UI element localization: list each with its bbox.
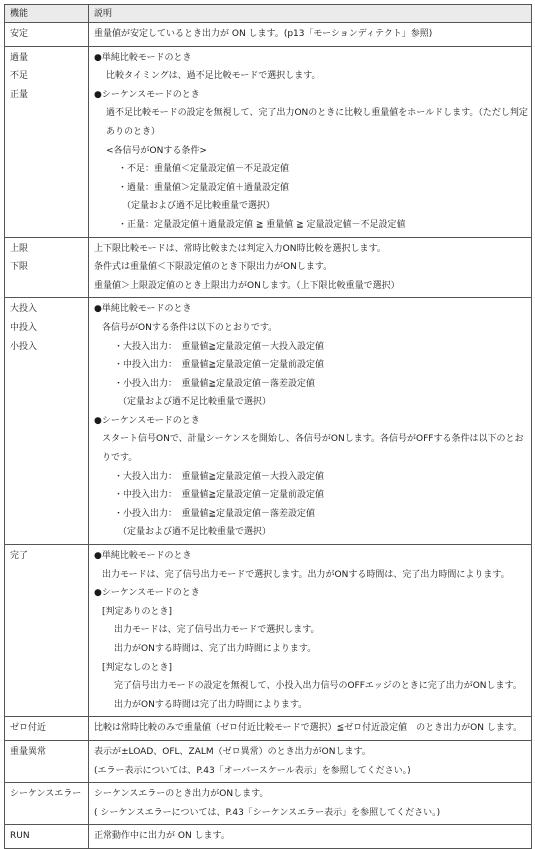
- description-line: ・大投入出力： 重量値≧定量設定値－大投入設定値: [114, 341, 325, 352]
- description-cell: [89, 46, 532, 237]
- table-row: [5, 825, 532, 849]
- description-line: 完了信号出力モードの設定を無視して、小投入出力信号のOFFエッジのときに完了出力がONします。出力がONする時間は完了出力時間によります。: [114, 681, 522, 710]
- function-name: RUN: [10, 831, 30, 842]
- description-cell: [89, 298, 532, 545]
- description-line: 正常動作中に出力が ON します。: [94, 831, 230, 842]
- description-line: [判定ありのとき]: [102, 606, 173, 617]
- description-line: 過不足比較モードの設定を無視して、完了出力ONのときに比較し重量値をホールドします。（ただし判定ありのとき）: [106, 108, 528, 137]
- header-description: 説明: [89, 5, 532, 23]
- function-name: 完了: [10, 551, 29, 562]
- description-line: 出力モードは、完了信号出力モードで選択します。出力がONする時間は、完了出力時間によります。: [102, 569, 510, 580]
- description-line: スタート信号ONで、計量シーケンスを開始し、各信号がONします。各信号がOFFする条件は以下のとおりです。: [102, 434, 524, 464]
- table-header-row: [5, 5, 532, 23]
- function-name: シーケンスエラー: [10, 789, 82, 800]
- description-cell: [89, 237, 532, 298]
- description-line: 条件式は重量値＜下限設定値のとき下限出力がONします。: [94, 262, 333, 273]
- description-line: 出力モードは、完了信号出力モードで選択します。: [114, 625, 320, 636]
- function-description-table: [4, 4, 532, 849]
- description-line: ●シーケンスモードのとき: [94, 415, 200, 426]
- function-name-cell: [5, 783, 89, 825]
- description-line: ( シーケンスエラーについては、P.43「シーケンスエラー表示」を参照してください。): [94, 807, 441, 818]
- table-row: [5, 783, 532, 825]
- table-row: [5, 545, 532, 717]
- function-name: 下限: [10, 262, 29, 273]
- description-line: ・正量：定量設定値＋過量設定値 ≧ 重量値 ≧ 定量設定値－不足設定値: [118, 219, 406, 230]
- description-cell: [89, 825, 532, 849]
- description-line: シーケンスエラーのとき出力がONします。: [94, 789, 269, 800]
- description-line: ・不足：重量値＜定量設定値－不足設定値: [118, 164, 290, 175]
- table-body: [5, 23, 532, 849]
- description-line: （定量および過不足比較重量で選択）: [118, 397, 272, 408]
- description-line: (エラー表示については、P.43「オーバースケール表示」を参照してください。): [94, 765, 411, 776]
- description-line: ・小投入出力： 重量値≧定量設定値－落差設定値: [114, 378, 316, 389]
- description-line: ・過量：重量値＞定量設定値＋過量設定値: [118, 182, 290, 193]
- function-name: 安定: [10, 29, 29, 39]
- table-row: [5, 237, 532, 298]
- description-cell: [89, 783, 532, 825]
- table-row: [5, 298, 532, 545]
- description-line: （定量および過不足比較重量で選択）: [122, 201, 276, 212]
- description-line: 比較は常時比較のみで重量値（ゼロ付近比較モードで選択）≦ゼロ付近設定値 のとき出力がON します。: [94, 723, 523, 734]
- function-name: ゼロ付近: [10, 723, 47, 734]
- function-name: 中投入: [10, 322, 38, 333]
- description-line: ●シーケンスモードのとき: [94, 588, 200, 599]
- function-name: 上限: [10, 243, 29, 254]
- description-line: ・中投入出力： 重量値≧定量設定値－定量前設定値: [114, 360, 325, 371]
- function-name: 小投入: [10, 341, 38, 352]
- description-line: 重量値が安定しているとき出力が ON します。(p13「モーションディテクト」参照): [94, 29, 433, 39]
- function-name-cell: [5, 46, 89, 237]
- function-name: 過量: [10, 52, 29, 63]
- description-line: ●単純比較モードのとき: [94, 52, 192, 63]
- description-line: （定量および過不足比較重量で選択）: [118, 527, 272, 538]
- function-name: 大投入: [10, 304, 38, 315]
- function-name-cell: [5, 545, 89, 717]
- function-name-cell: [5, 237, 89, 298]
- function-name-cell: [5, 717, 89, 741]
- description-line: 重量値＞上限設定値のとき上限出力がONします。（上下限比較重量で選択）: [94, 280, 400, 291]
- function-name-cell: [5, 23, 89, 47]
- description-line: <各信号がONする条件>: [106, 145, 207, 156]
- function-name: 不足: [10, 71, 29, 82]
- description-line: [判定なしのとき]: [102, 662, 173, 673]
- description-line: ●単純比較モードのとき: [94, 551, 192, 562]
- description-line: 表示が±LOAD、OFL、ZALM（ゼロ異常）のとき出力がONします。: [94, 746, 371, 757]
- header-function: 機能: [5, 5, 89, 23]
- description-line: 各信号がONする条件は以下のとおりです。: [102, 322, 278, 333]
- description-line: 上下限比較モードは、常時比較または判定入力ON時比較を選択します。: [94, 243, 386, 254]
- function-name: 正量: [10, 89, 29, 100]
- description-line: ●シーケンスモードのとき: [94, 89, 200, 100]
- description-cell: [89, 717, 532, 741]
- description-line: ・中投入出力： 重量値≧定量設定値－定量前設定値: [114, 490, 325, 501]
- description-cell: [89, 545, 532, 717]
- function-name: 重量異常: [10, 746, 47, 757]
- description-line: ・小投入出力： 重量値≧定量設定値－落差設定値: [114, 508, 316, 519]
- description-line: ●単純比較モードのとき: [94, 304, 192, 315]
- function-name-cell: [5, 298, 89, 545]
- description-cell: [89, 23, 532, 47]
- table-row: [5, 46, 532, 237]
- description-line: 出力がONする時間は、完了出力時間によります。: [114, 644, 317, 654]
- function-name-cell: [5, 825, 89, 849]
- table-row: [5, 717, 532, 741]
- description-line: ・大投入出力： 重量値≧定量設定値－大投入設定値: [114, 471, 325, 482]
- description-line: 比較タイミングは、過不足比較モードで選択します。: [106, 71, 321, 82]
- table-row: [5, 23, 532, 47]
